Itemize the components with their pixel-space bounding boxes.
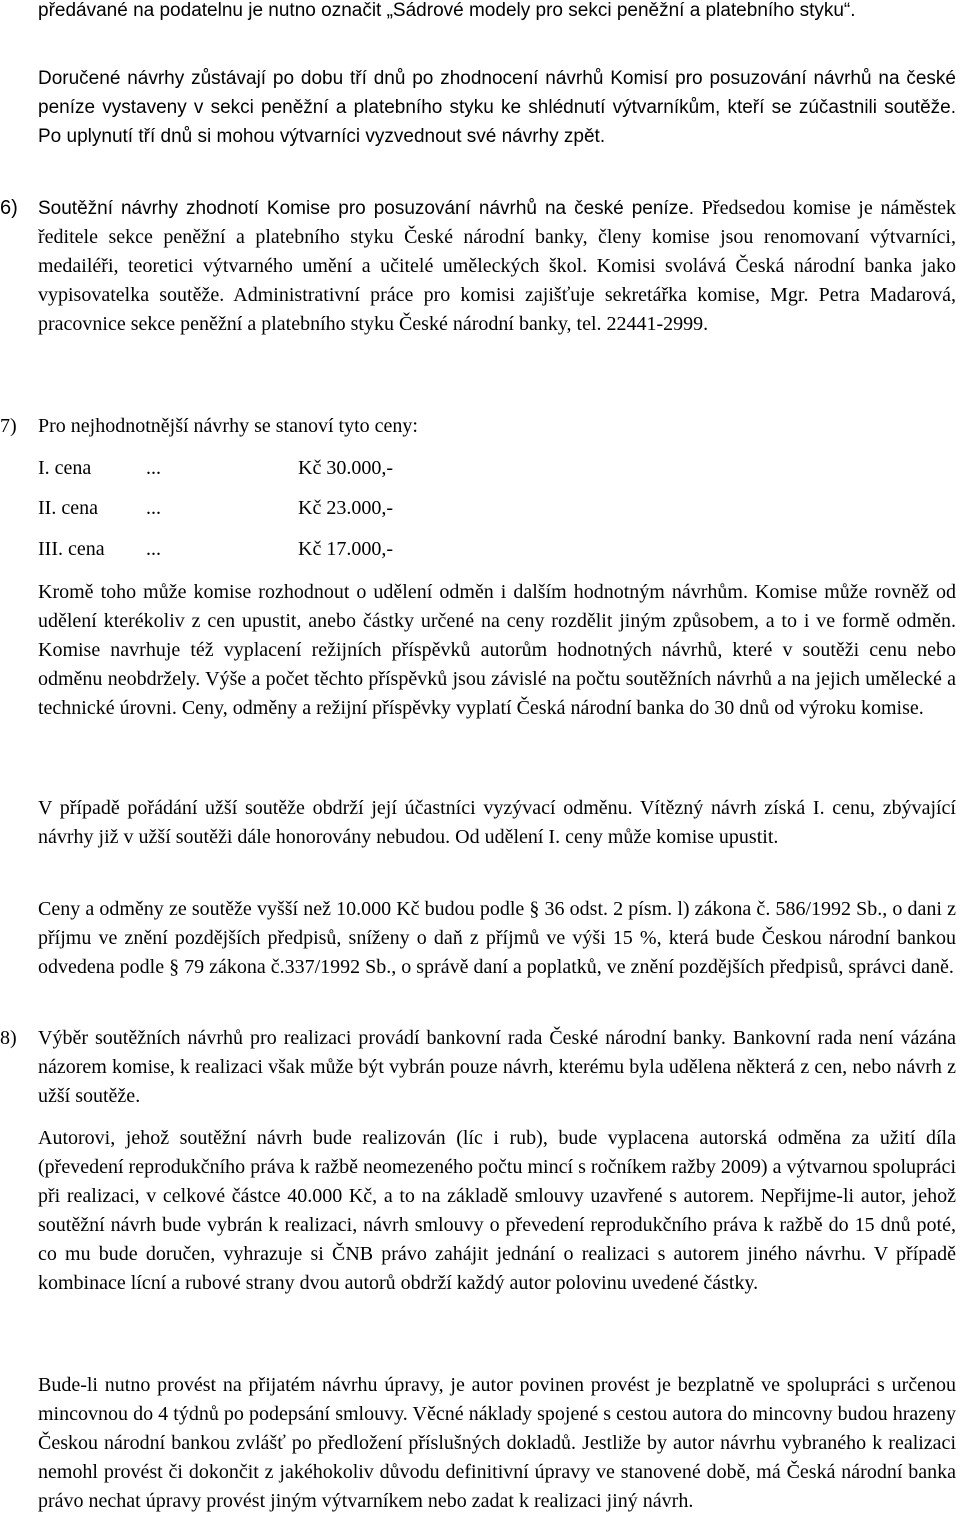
prize-row (38, 494, 393, 523)
item-6-number: 6) (0, 197, 18, 219)
item-6-text: Předsedou komise je náměstek ředitele sekce peněžní a platebního styku České národní banky, členy komise jsou renomovaní výtvarníci, medailéři, teoretici výtvarného umění a učitelé uměleckých škol. Komisi svolává Česká národní banka jako vypisovatelka soutěže. Administrativní práce pro komisi zajišťuje sekretářka komise, Mgr. Petra Madarová, pracovnice sekce peněžní a platebního styku České národní banky, tel. 22441-2999. (38, 197, 956, 335)
intro-tail-paragraph: předávané na podatelnu je nutno označit „Sádrové modely pro sekci peněžní a platebního styku“. (38, 0, 856, 21)
item-6-lead: Soutěžní návrhy zhodnotí Komise pro posuzování návrhů na české peníze. (38, 198, 695, 219)
prize-label: III. cena (38, 538, 105, 560)
modifications-paragraph: Bude-li nutno provést na přijatém návrhu úpravy, je autor povinen provést je bezplatně ve spolupráci s určenou mincovnou do 4 týdnů po podepsání smlouvy. Věcné náklady spojené s cestou autora do mincovny budou hrazeny Českou národní bankou zvlášť po předložení příslušných dokladů. Jestliže by autor návrhu vybraného k realizaci nemohl provést či dokončit z jakéhokoliv důvodu definitivní úpravy ve stanovené době, má Česká národní banka právo nechat úpravy provést jiným výtvarníkem nebo zadat k realizaci jiný návrh. (38, 1374, 956, 1512)
item-7-number: 7) (0, 415, 17, 437)
prize-label: I. cena (38, 457, 92, 479)
item-6-paragraph (38, 194, 956, 339)
returned-designs-paragraph: Doručené návrhy zůstávají po dobu tří dnů po zhodnocení návrhů Komisí pro posuzování návrhů na české peníze vystaveny v sekci peněžní a platebního styku ke shlédnutí výtvarníkům, kteří se zúčastnili soutěže. Po uplynutí tří dnů si mohou výtvarníci vyzvednout své návrhy zpět. (38, 68, 956, 147)
prize-label: II. cena (38, 497, 98, 519)
item-7-heading: Pro nejhodnotnější návrhy se stanoví tyto ceny: (38, 415, 418, 437)
prize-dots: ... (146, 538, 161, 560)
prize-dots: ... (146, 497, 161, 519)
prize-amount: Kč 30.000,- (298, 457, 393, 479)
prize-dots: ... (146, 457, 161, 479)
awards-paragraph: Kromě toho může komise rozhodnout o udělení odměn i dalším hodnotným návrhům. Komise může rovněž od udělení kterékoliv z cen upustit, anebo částky určené na ceny rozdělit jiným způsobem, a to i ve formě odměn. Komise navrhuje též vyplacení režijních příspěvků autorům hodnotných návrhů, které v soutěži cenu nebo odměnu neobdržely. Výše a počet těchto příspěvků jsou závislé na počtu soutěžních návrhů a na jejich umělecké a technické úrovni. Ceny, odměny a režijní příspěvky vyplatí Česká národní banka do 30 dnů od výroku komise. (38, 581, 956, 719)
tax-paragraph: Ceny a odměny ze soutěže vyšší než 10.000 Kč budou podle § 36 odst. 2 písm. l) zákona č. 586/1992 Sb., o dani z příjmu ve znění pozdějších předpisů, sníženy o daň z příjmů ve výši 15 %, která bude Českou národní bankou odvedena podle § 79 zákona č.337/1992 Sb., o správě daní a poplatků, ve znění pozdějších předpisů, správci daně. (38, 898, 956, 978)
author-fee-paragraph: Autorovi, jehož soutěžní návrh bude realizován (líc i rub), bude vyplacena autorská odměna za užití díla (převedení reprodukčního práva k ražbě neomezeného počtu mincí s ročníkem ražby 2009) a výtvarnou spolupráci při realizaci, v celkové částce 40.000 Kč, a to na základě smlouvy uzavřené s autorem. Nepřijme-li autor, jehož soutěžní návrh bude vybrán k realizaci, návrh smlouvy o převedení reprodukčního práva k ražbě do 15 dnů poté, co mu bude doručen, vyhrazuje si ČNB právo zahájit jednání o realizaci s autorem jiného návrhu. V případě kombinace lícní a rubové strany dvou autorů obdrží každý autor polovinu uvedené částky. (38, 1127, 956, 1294)
prize-row (38, 535, 393, 564)
prize-amount: Kč 23.000,- (298, 497, 393, 519)
prize-row (38, 454, 393, 483)
prize-amount: Kč 17.000,- (298, 538, 393, 560)
item-8-number: 8) (0, 1027, 17, 1049)
narrower-contest-paragraph: V případě pořádání užší soutěže obdrží její účastníci vyzývací odměnu. Vítězný návrh získá I. cenu, zbývající návrhy již v užší soutěži dále honorovány nebudou. Od udělení I. ceny může komise upustit. (38, 797, 956, 848)
item-8-paragraph: Výběr soutěžních návrhů pro realizaci provádí bankovní rada České národní banky. Bankovní rada není vázána názorem komise, k realizaci však může být vybrán pouze návrh, kterému byla udělena některá z cen, nebo návrh z užší soutěže. (38, 1027, 956, 1107)
